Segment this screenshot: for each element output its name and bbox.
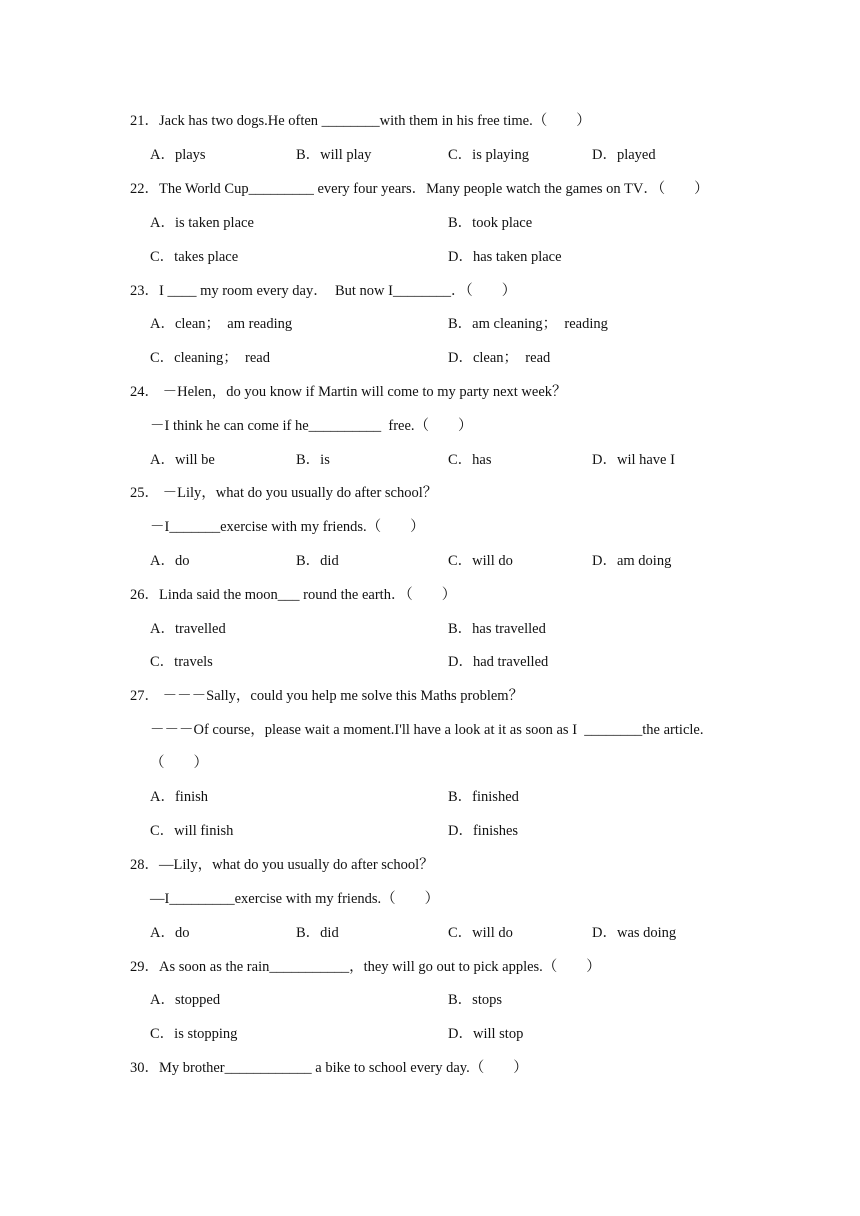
question-24-stem: 24． －Helen，do you know if Martin will come to my party next week？ xyxy=(130,384,567,400)
question-23-option-a: A．clean； am reading xyxy=(150,316,293,332)
question-27-stem: 27． －－－Sally，could you help me solve this Maths problem？ xyxy=(130,688,524,704)
question-23-option-d: D．clean； read xyxy=(448,350,551,366)
question-29-stem: 29．As soon as the rain___________，they will go out to pick apples.（ ） xyxy=(130,959,601,975)
question-28-option-d: D．was doing xyxy=(592,925,677,941)
question-29-option-c: C．is stopping xyxy=(150,1026,238,1042)
question-27-option-c: C．will finish xyxy=(150,823,234,839)
question-24-option-c: C．has xyxy=(448,452,492,468)
question-30-stem: 30．My brother____________ a bike to school every day.（ ） xyxy=(130,1060,528,1076)
question-27-stem-line-2: －－－Of course，please wait a moment.I'll have a look at it as soon as I ________the article. xyxy=(150,722,704,738)
question-27-option-d: D．finishes xyxy=(448,823,519,839)
question-23-stem: 23．I ____ my room every day． But now I________．（ ） xyxy=(130,283,517,299)
question-26-stem: 26．Linda said the moon___ round the earth．（ ） xyxy=(130,587,457,603)
question-24-stem-line-2: －I think he can come if he__________ free.（ ） xyxy=(150,418,473,434)
question-26-option-b: B．has travelled xyxy=(448,621,546,637)
question-28-stem-line-2: —I_________exercise with my friends.（ ） xyxy=(150,891,440,907)
question-24-option-d: D．wil have I xyxy=(592,452,675,468)
question-27-option-a: A．finish xyxy=(150,789,208,805)
question-27-stem-line-3: （ ） xyxy=(150,755,208,771)
question-28-option-c: C．will do xyxy=(448,925,513,941)
question-23-option-b: B．am cleaning； reading xyxy=(448,316,608,332)
question-22-option-b: B．took place xyxy=(448,215,533,231)
question-29-option-d: D．will stop xyxy=(448,1026,524,1042)
question-28-stem: 28．—Lily，what do you usually do after school？ xyxy=(130,857,434,873)
question-29-option-b: B．stops xyxy=(448,992,502,1008)
question-22-stem: 22．The World Cup_________ every four years．Many people watch the games on TV．（ ） xyxy=(130,181,709,197)
question-27-option-b: B．finished xyxy=(448,789,519,805)
question-22-option-a: A．is taken place xyxy=(150,215,254,231)
question-28-option-b: B．did xyxy=(296,925,339,941)
question-29-option-a: A．stopped xyxy=(150,992,221,1008)
question-24-option-b: B．is xyxy=(296,452,330,468)
question-21-option-c: C．is playing xyxy=(448,147,529,163)
question-21-option-a: A．plays xyxy=(150,147,206,163)
question-24-option-a: A．will be xyxy=(150,452,215,468)
question-26-option-a: A．travelled xyxy=(150,621,226,637)
question-25-option-c: C．will do xyxy=(448,553,513,569)
question-22-option-c: C．takes place xyxy=(150,249,239,265)
question-23-option-c: C．cleaning； read xyxy=(150,350,270,366)
question-21-option-b: B．will play xyxy=(296,147,372,163)
question-25-option-d: D．am doing xyxy=(592,553,672,569)
question-26-option-c: C．travels xyxy=(150,654,213,670)
question-28-option-a: A．do xyxy=(150,925,190,941)
question-25-stem-line-2: －I_______exercise with my friends.（ ） xyxy=(150,519,425,535)
question-21-stem: 21．Jack has two dogs.He often ________with them in his free time.（ ） xyxy=(130,113,591,129)
question-25-option-a: A．do xyxy=(150,553,190,569)
question-22-option-d: D．has taken place xyxy=(448,249,562,265)
question-26-option-d: D．had travelled xyxy=(448,654,549,670)
question-25-stem: 25． －Lily，what do you usually do after school？ xyxy=(130,485,438,501)
question-21-option-d: D．played xyxy=(592,147,656,163)
question-25-option-b: B．did xyxy=(296,553,339,569)
